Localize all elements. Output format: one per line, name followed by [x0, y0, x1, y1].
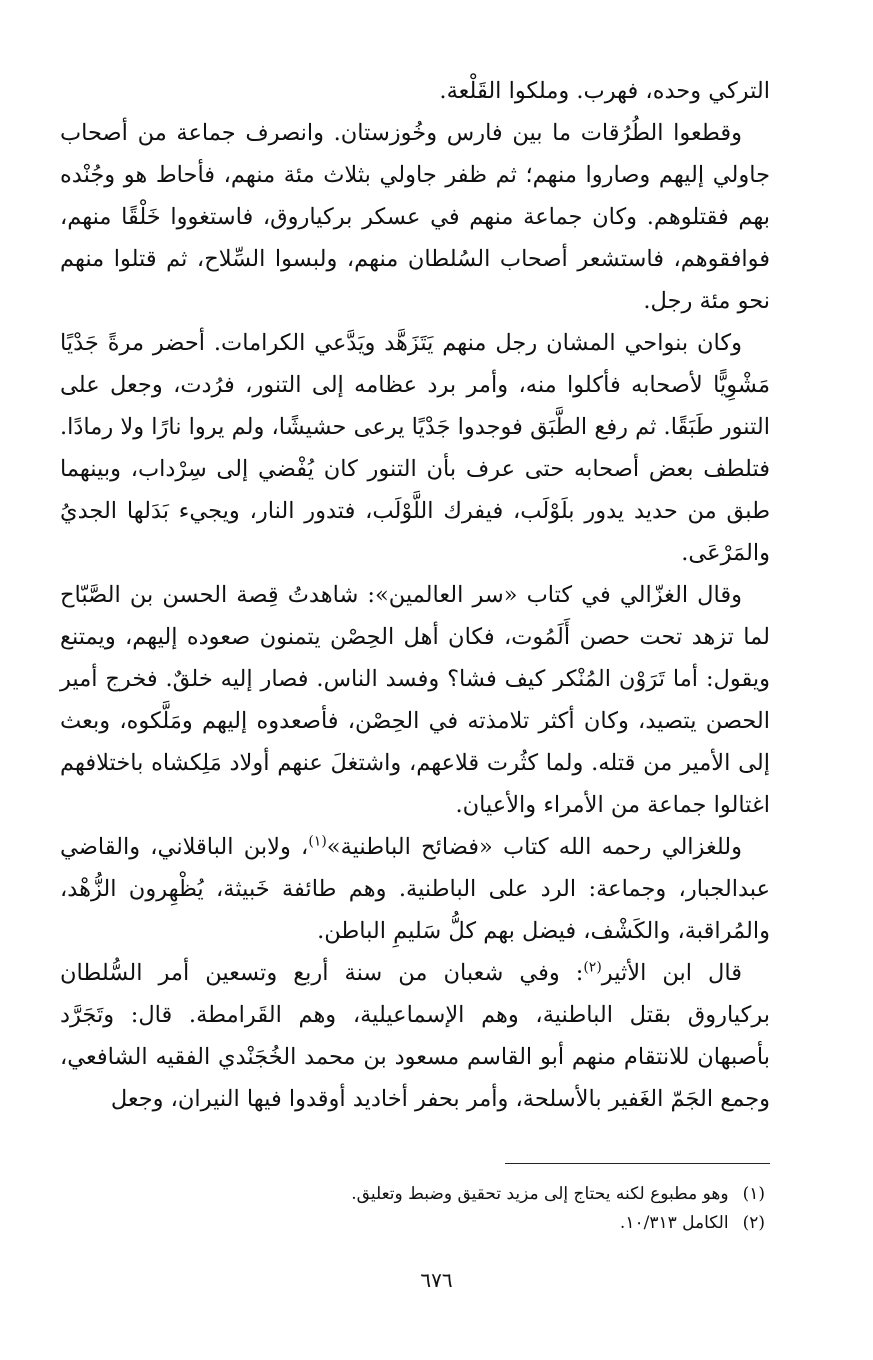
- footnote-number: (١): [742, 1184, 765, 1204]
- footnote-reference: (٢): [583, 959, 602, 976]
- footnote: [200, 1180, 765, 1209]
- paragraph-text: قال ابن الأثير: [601, 960, 742, 986]
- footnote-text: وهو مطبوع لكنه يحتاج إلى مزيد تحقيق وضبط وتعليق.: [351, 1184, 729, 1204]
- footnote: [200, 1209, 765, 1238]
- footnote-reference: (١): [308, 833, 327, 850]
- paragraph: [60, 826, 770, 952]
- footnote-number: (٢): [742, 1213, 765, 1233]
- paragraph: وقطعوا الطُرُقات ما بين فارس وخُوزستان. وانصرف جماعة من أصحاب جاولي إليهم وصاروا منهم؛ ثم ظفر جاولي بثلاث مئة منهم، فأحاط هو وجُنْده بهم فقتلوهم. وكان جماعة منهم في عسكر بركياروق، فاستغووا خَلْقًا منهم، فوافقوهم، فاستشعر أصحاب السُلطان منهم، ولبسوا السِّلاح، ثم قتلوا منهم نحو مئة رجل.: [60, 120, 770, 314]
- paragraph-text: : وفي شعبان من سنة أربع وتسعين أمر السُّلطان بركياروق بقتل الباطنية، وهم الإسماعيلية، وهم القَرامطة. قال: وتَجَرَّد بأصبهان للانتقام منهم أبو القاسم مسعود بن محمد الخُجَنْدي الفقيه الشافعي، وجمع الجَمّ الغَفير بالأسلحة، وأمر بحفر أخاديد أوقدوا فيها النيران، وجعل: [60, 960, 770, 1112]
- paragraph-text: وللغزالي رحمه الله كتاب «فضائح الباطنية»: [326, 834, 742, 860]
- paragraph: وقال الغزّالي في كتاب «سر العالمين»: شاهدتُ قِصة الحسن بن الصَّبّاح لما تزهد تحت حصن أَلَمُوت، فكان أهل الحِصْن يتمنون صعوده إليهم، ويمتنع ويقول: أما تَرَوْن المُنْكر كيف فشا؟ وفسد الناس. فصار إليه خلقٌ. فخرج أمير الحصن يتصيد، وكان أكثر تلامذته في الحِصْن، فأصعدوه إليهم ومَلَّكوه، وبعث إلى الأمير من قتله. ولما كثُرت قلاعهم، واشتغلَ عنهم أولاد مَلِكشاه باختلافهم اغتالوا جماعة من الأمراء والأعيان.: [60, 582, 770, 818]
- page-number: ٦٧٦: [420, 1268, 453, 1292]
- paragraph: التركي وحده، فهرب. وملكوا القَلْعة.: [439, 78, 770, 104]
- footnotes: [200, 1180, 765, 1238]
- paragraph: [60, 952, 770, 1120]
- paragraph: وكان بنواحي المشان رجل منهم يَتَزَهَّد ويَدَّعي الكرامات. أحضر مرةً جَدْيًا مَشْوِيًّا لأصحابه فأكلوا منه، وأمر برد عظامه إلى التنور، فرُدت، وجعل على التنور طَبَقًا. ثم رفع الطَّبَق فوجدوا جَدْيًا يرعى حشيشًا، ولم يروا نارًا ولا رمادًا. فتلطف بعض أصحابه حتى عرف بأن التنور كان يُفْضي إلى سِرْداب، وبينهما طبق من حديد يدور بلَوْلَب، فيفرك اللَّوْلَب، فتدور النار، ويجيء بَدَلها الجديُ والمَرْعَى.: [60, 330, 770, 566]
- footnote-divider: [505, 1163, 770, 1164]
- footnote-text: الكامل ١٠/٣١٣.: [619, 1213, 729, 1233]
- paragraph-text: ، ولابن الباقلاني، والقاضي عبدالجبار، وجماعة: الرد على الباطنية. وهم طائفة خَبيثة، يُظْهِرون الزُّهْد، والمُراقبة، والكَشْف، فيضل بهم كلُّ سَليمِ الباطن.: [60, 834, 770, 944]
- main-text: [60, 70, 770, 1120]
